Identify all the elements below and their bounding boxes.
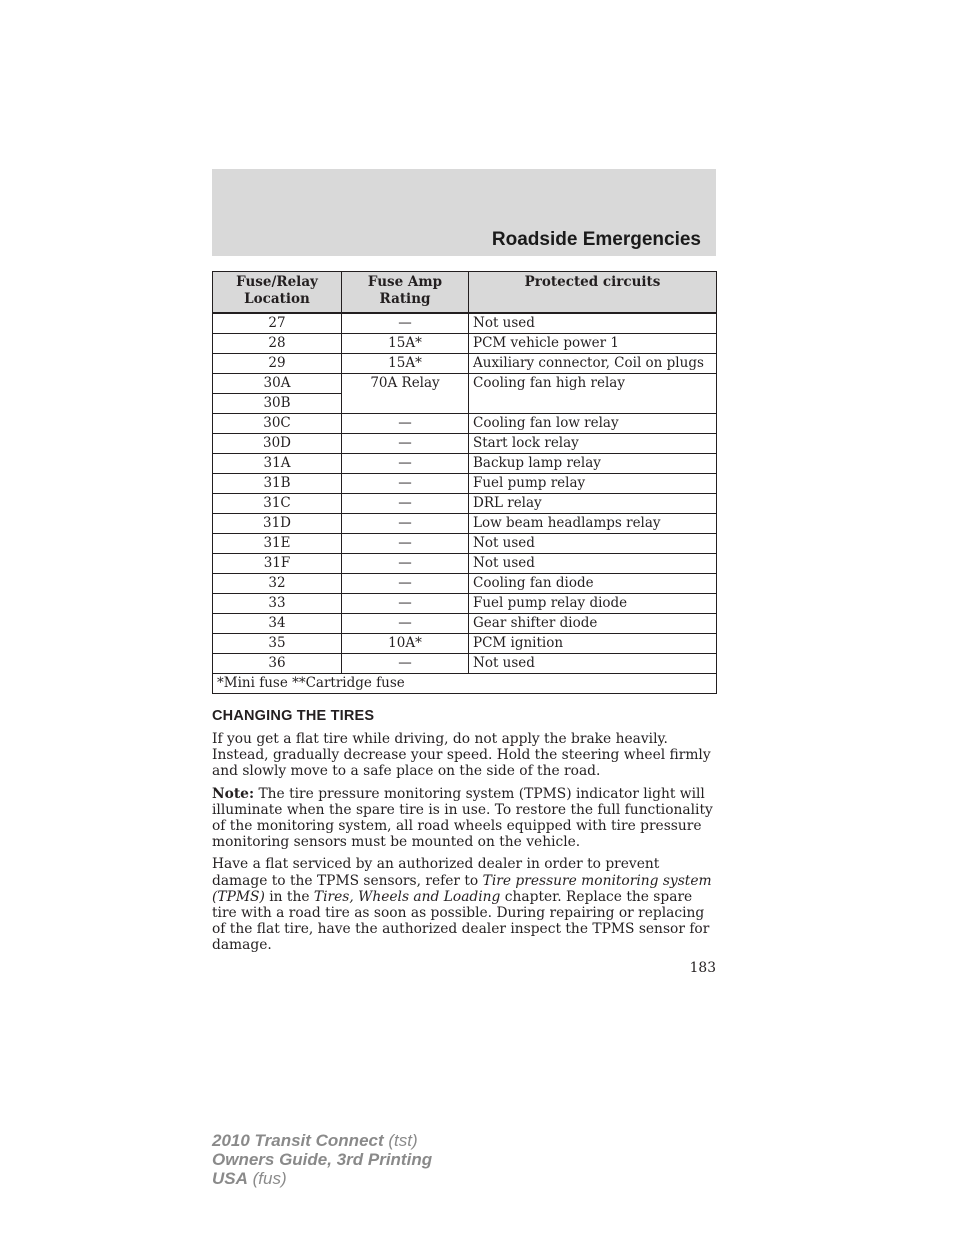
fuse-rating: — — [342, 534, 469, 554]
fuse-rating: — — [342, 414, 469, 434]
table-row — [213, 554, 717, 574]
table-row — [213, 334, 717, 354]
fuse-table — [212, 271, 717, 694]
fuse-rating: — — [342, 594, 469, 614]
table-row — [213, 654, 717, 674]
protected-circuits: Backup lamp relay — [469, 454, 717, 474]
table-row — [213, 574, 717, 594]
fuse-location: 30D — [213, 434, 342, 454]
fuse-location: 29 — [213, 354, 342, 374]
protected-circuits: Not used — [469, 554, 717, 574]
protected-circuits: Fuel pump relay diode — [469, 594, 717, 614]
table-row — [213, 534, 717, 554]
fuse-location: 27 — [213, 313, 342, 334]
table-row — [213, 414, 717, 434]
protected-circuits: DRL relay — [469, 494, 717, 514]
section-title: Roadside Emergencies — [491, 229, 701, 250]
protected-circuits: PCM ignition — [469, 634, 717, 654]
chapter-reference: Tires, Wheels and Loading — [313, 888, 501, 905]
fuse-location: 32 — [213, 574, 342, 594]
fuse-rating: — — [342, 454, 469, 474]
protected-circuits: Low beam headlamps relay — [469, 514, 717, 534]
paragraph-service — [212, 856, 718, 953]
table-header-row — [213, 272, 717, 314]
protected-circuits: Gear shifter diode — [469, 614, 717, 634]
column-header-rating: Fuse Amp Rating — [342, 272, 469, 314]
fuse-location: 31B — [213, 474, 342, 494]
footer — [212, 1131, 432, 1188]
fuse-location: 31C — [213, 494, 342, 514]
protected-circuits: Start lock relay — [469, 434, 717, 454]
fuse-rating: — — [342, 514, 469, 534]
fuse-rating: — — [342, 654, 469, 674]
footer-line-2: Owners Guide, 3rd Printing — [212, 1150, 433, 1169]
table-row — [213, 594, 717, 614]
service-text-a: Have a flat serviced by an authorized dealer in order to prevent damage to the TPMS sensors, refer to — [212, 856, 660, 889]
footer-line-1 — [212, 1131, 432, 1150]
protected-circuits: Cooling fan low relay — [469, 414, 717, 434]
body-text — [212, 731, 718, 960]
table-footnote: *Mini fuse **Cartridge fuse — [213, 674, 717, 694]
fuse-rating: — — [342, 614, 469, 634]
fuse-location: 30B — [213, 394, 342, 414]
table-row — [213, 614, 717, 634]
paragraph-flat-tire: If you get a flat tire while driving, do not apply the brake heavily. Instead, gradually decrease your speed. Hold the steering wheel firmly and slowly move to a safe place on the side of the road. — [212, 731, 711, 780]
table-row — [213, 434, 717, 454]
note-label: Note: — [212, 785, 255, 802]
protected-circuits: Cooling fan high relay — [469, 374, 717, 414]
tpms-reference: Tire pressure monitoring system (TPMS) — [212, 872, 712, 905]
fuse-location: 31E — [213, 534, 342, 554]
protected-circuits: Not used — [469, 534, 717, 554]
footer-market-code: (fus) — [247, 1169, 287, 1188]
fuse-rating: 15A* — [342, 334, 469, 354]
protected-circuits: Not used — [469, 654, 717, 674]
note-text: The tire pressure monitoring system (TPMS) indicator light will illuminate when the spare tire is in use. To restore the full functionality of the monitoring system, all road wheels equipped with tire pressure monitoring sensors must be mounted on the vehicle. — [212, 785, 713, 851]
fuse-rating: — — [342, 474, 469, 494]
fuse-rating: — — [342, 494, 469, 514]
protected-circuits: Not used — [469, 313, 717, 334]
table-row — [213, 313, 717, 334]
header-band — [212, 169, 716, 256]
table-footnote-row — [213, 674, 717, 694]
fuse-location: 31D — [213, 514, 342, 534]
fuse-rating: — — [342, 574, 469, 594]
fuse-location: 30A — [213, 374, 342, 394]
fuse-location: 36 — [213, 654, 342, 674]
fuse-rating: 70A Relay — [342, 374, 469, 414]
service-text-b: in the — [264, 888, 314, 905]
fuse-location: 30C — [213, 414, 342, 434]
protected-circuits: Cooling fan diode — [469, 574, 717, 594]
protected-circuits: Fuel pump relay — [469, 474, 717, 494]
table-row — [213, 354, 717, 374]
table-row — [213, 494, 717, 514]
table-row — [213, 374, 717, 394]
table-row — [213, 454, 717, 474]
footer-model: 2010 Transit Connect — [212, 1131, 384, 1150]
protected-circuits: Auxiliary connector, Coil on plugs — [469, 354, 717, 374]
table-row — [213, 514, 717, 534]
fuse-location: 34 — [213, 614, 342, 634]
fuse-rating: 15A* — [342, 354, 469, 374]
table-row — [213, 474, 717, 494]
footer-market: USA — [212, 1169, 248, 1188]
fuse-location: 35 — [213, 634, 342, 654]
service-text-c: chapter. Replace the spare tire with a road tire as soon as possible. During repairing or replacing of the flat tire, have the authorized dealer inspect the TPMS sensor for damage. — [212, 888, 710, 954]
fuse-rating: — — [342, 434, 469, 454]
fuse-location: 31F — [213, 554, 342, 574]
column-header-circuits: Protected circuits — [469, 272, 717, 314]
fuse-location: 28 — [213, 334, 342, 354]
fuse-location: 33 — [213, 594, 342, 614]
fuse-rating: 10A* — [342, 634, 469, 654]
page-number: 183 — [689, 960, 716, 976]
section-heading: CHANGING THE TIRES — [212, 708, 375, 724]
protected-circuits: PCM vehicle power 1 — [469, 334, 717, 354]
footer-line-3 — [212, 1169, 432, 1188]
column-header-location: Fuse/Relay Location — [213, 272, 342, 314]
fuse-location: 31A — [213, 454, 342, 474]
fuse-rating: — — [342, 313, 469, 334]
paragraph-note — [212, 786, 718, 851]
fuse-rating: — — [342, 554, 469, 574]
footer-model-code: (tst) — [383, 1131, 418, 1150]
table-row — [213, 634, 717, 654]
